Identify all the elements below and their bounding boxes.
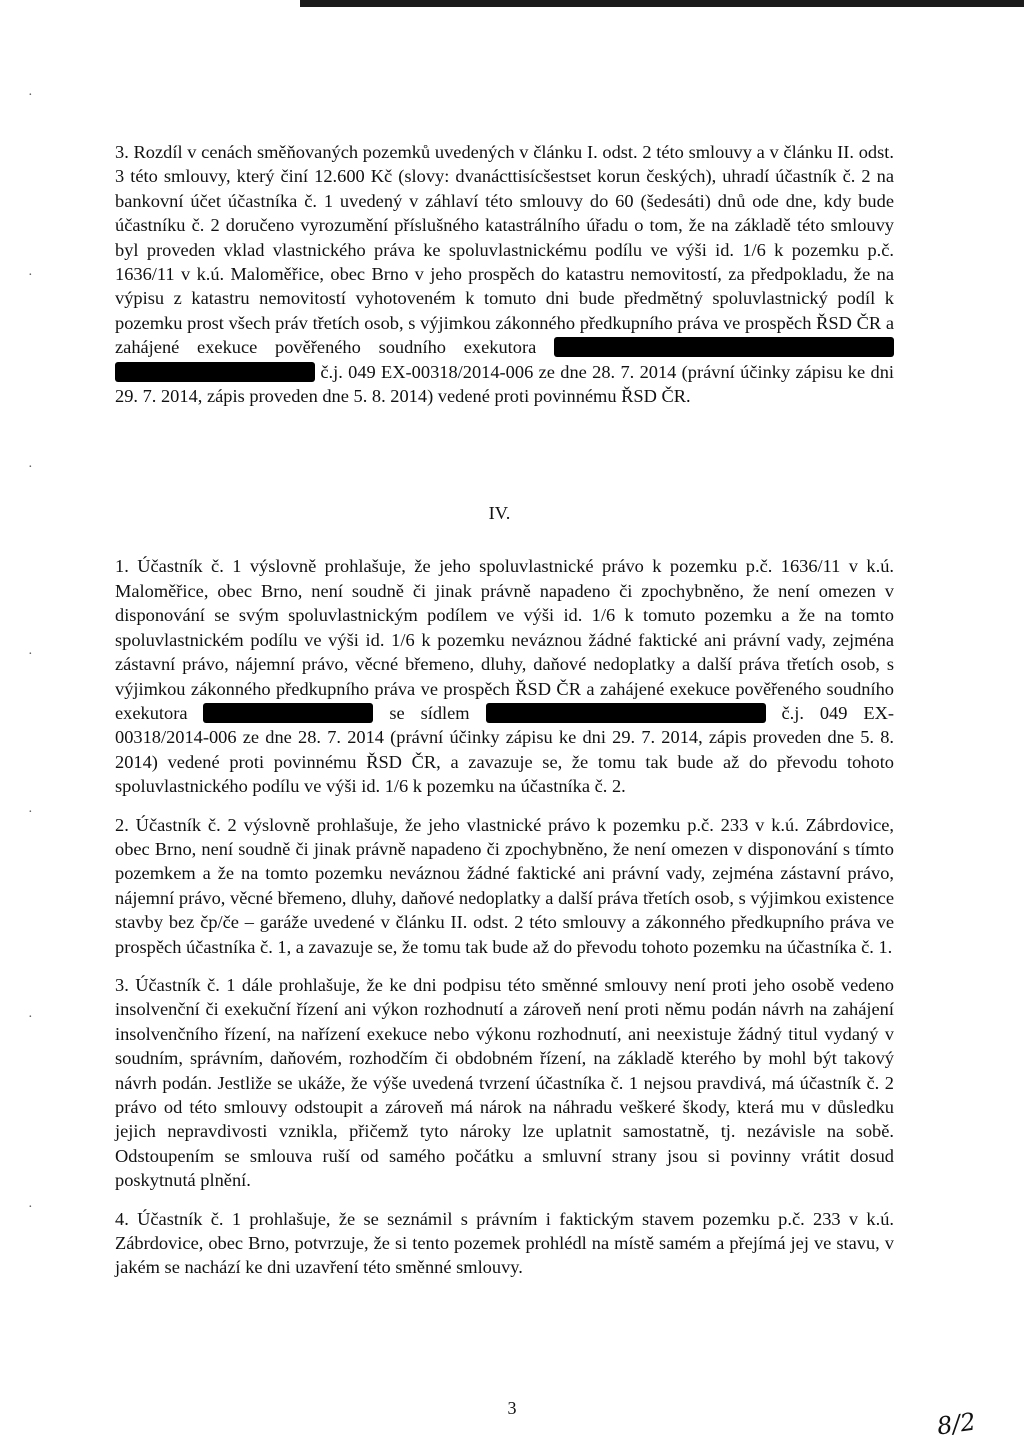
redaction-bar bbox=[115, 362, 315, 382]
section-heading-iv: IV. bbox=[488, 503, 511, 524]
scan-margin-mark: · bbox=[28, 1010, 33, 1025]
redaction-bar bbox=[486, 703, 766, 723]
article-iv bbox=[115, 554, 894, 1279]
paragraph-text: 4. Účastník č. 1 prohlašuje, že se seznámil s právním i faktickým stavem pozemku p.č. 233 v k.ú. Zábrdovice, obec Brno, potvrzuje, že si tento pozemek prohlédl na místě samém a přejímá jej ve stavu, v jakém se nachází ke dni uzavření této směnné smlouvy. bbox=[115, 1208, 894, 1278]
redaction-bar bbox=[554, 337, 894, 357]
paragraph-text: 3. Rozdíl v cenách směňovaných pozemků uvedených v článku I. odst. 2 této smlouvy a v článku II. odst. 3 této smlouvy, který činí 12.600 Kč (slovy: dvanácttisícšestset korun českých), uhradí účastník č. 2 na bankovní účet účastníka č. 1 uvedený v záhlaví této smlouvy do 60 (šedesáti) dnů ode dne, kdy bude účastníku č. 2 doručeno vyrozumění příslušného katastrálního úřadu o tom, že na základě této smlouvy byl proveden vklad vlastnického práva ke spoluvlastnickému podílu ve výši id. 1/6 k pozemku p.č. 1636/11 v k.ú. Maloměřice, obec Brno v jeho prospěch do katastru nemovitostí, za předpokladu, že na výpisu z katastru nemovitostí vyhotoveném k tomuto dni bude předmětný spoluvlastnický podíl k pozemku prost všech práv třetích osob, s výjimkou zákonného předkupního práva ve prospěch ŘSD ČR a zahájené exekuce pověřeného soudního exekutora bbox=[115, 142, 894, 358]
paragraph-iv-2 bbox=[115, 813, 894, 959]
article-iii-continuation bbox=[115, 140, 894, 408]
paragraph-text: č.j. 049 EX-00318/2014-006 ze dne 28. 7. 2014 (právní účinky zápisu ke dni 29. 7. 2014, zápis proveden dne 5. 8. 2014) vedené proti povinnému ŘSD ČR, a zavazuje se, že tomu tak bude až do převodu tohoto spoluvlastnického podílu ve výši id. 1/6 k pozemku na účastníka č. 2. bbox=[115, 702, 894, 797]
redaction-bar bbox=[203, 703, 373, 723]
paragraph-iv-1 bbox=[115, 554, 894, 798]
handwritten-page-note: 8/2 bbox=[935, 1407, 978, 1441]
document-page bbox=[115, 140, 894, 1280]
paragraph-text: č.j. 049 EX-00318/2014-006 ze dne 28. 7. 2014 (právní účinky zápisu ke dni 29. 7. 2014, zápis proveden dne 5. 8. 2014) vedené proti povinnému ŘSD ČR. bbox=[115, 361, 894, 407]
scan-margin-mark: · bbox=[28, 460, 33, 475]
scan-margin-mark: · bbox=[28, 88, 33, 103]
paragraph-iv-4 bbox=[115, 1207, 894, 1280]
paragraph-text: 1. Účastník č. 1 výslovně prohlašuje, že jeho spoluvlastnické právo k pozemku p.č. 1636/11 v k.ú. Maloměřice, obec Brno, není soudně či jinak právně napadeno či zpochybněno, že není omezen v disponování se svým spoluvlastnickým podílem ve výši id. 1/6 k tomuto pozemku a že na tomto spoluvlastnickém podílu ve výši id. 1/6 k pozemku neváznou žádné faktické ani právní vady, zejména zástavní právo, nájemní právo, věcné břemeno, dluhy, daňové nedoplatky a další práva třetích osob, s výjimkou zákonného předkupního práva ve prospěch ŘSD ČR a zahájené exekuce pověřeného soudního exekutora bbox=[115, 556, 894, 723]
paragraph-text: se sídlem bbox=[373, 702, 486, 723]
paragraph-gap bbox=[115, 799, 894, 813]
scan-margin-mark: · bbox=[28, 805, 33, 820]
paragraph-text: 3. Účastník č. 1 dále prohlašuje, že ke dni podpisu této směnné smlouvy není proti jeho osobě vedeno insolvenční či exekuční řízení ani výkon rozhodnutí a zároveň není proti němu podán návrh na zahájení insolvenčního řízení, na nařízení exekuce nebo výkonu rozhodnutí, ani neexistuje žádný titul vydaný v soudním, správním, daňovém, rozhodčím či obdobném řízení, na základě kterého by mohl být takový návrh podán. Jestliže se ukáže, že výše uvedená tvrzení účastníka č. 1 nejsou pravdivá, má účastník č. 2 právo od této smlouvy odstoupit a zároveň má nárok na náhradu veškeré škody, která mu v důsledku jejich nepravdivosti vznikla, přičemž tyto nároky lze uplatnit samostatně, tj. nezávisle na sobě. Odstoupením se smlouva ruší od samého počátku a smluvní strany jsou si povinny vrátit dosud poskytnutá plnění. bbox=[115, 974, 894, 1191]
scan-top-border bbox=[300, 0, 1024, 7]
scan-margin-mark: · bbox=[28, 268, 33, 283]
paragraph-gap bbox=[115, 1193, 894, 1207]
paragraph-iv-3 bbox=[115, 973, 894, 1193]
paragraph-text: 2. Účastník č. 2 výslovně prohlašuje, že jeho vlastnické právo k pozemku p.č. 233 v k.ú. Zábrdovice, obec Brno, není soudně či jinak právně napadeno či zpochybněno, že není omezen v disponování s tímto pozemkem a že na tomto pozemku neváznou žádné faktické ani právní vady, zejména zástavní právo, nájemní právo, věcné břemeno, dluhy, daňové nedoplatky a další práva třetích osob, s výjimkou existence stavby bez čp/če – garáže uvedené v článku II. odst. 2 této smlouvy a zákonného předkupního práva ve prospěch účastníka č. 1, a zavazuje se, že tomu tak bude až do převodu tohoto pozemku na účastníka č. 1. bbox=[115, 814, 894, 957]
page-number: 3 bbox=[507, 1398, 517, 1418]
paragraph-p3-rozdil bbox=[115, 140, 894, 408]
scan-margin-mark: · bbox=[28, 647, 33, 662]
scan-margin-mark: · bbox=[28, 1200, 33, 1215]
paragraph-gap bbox=[115, 959, 894, 973]
